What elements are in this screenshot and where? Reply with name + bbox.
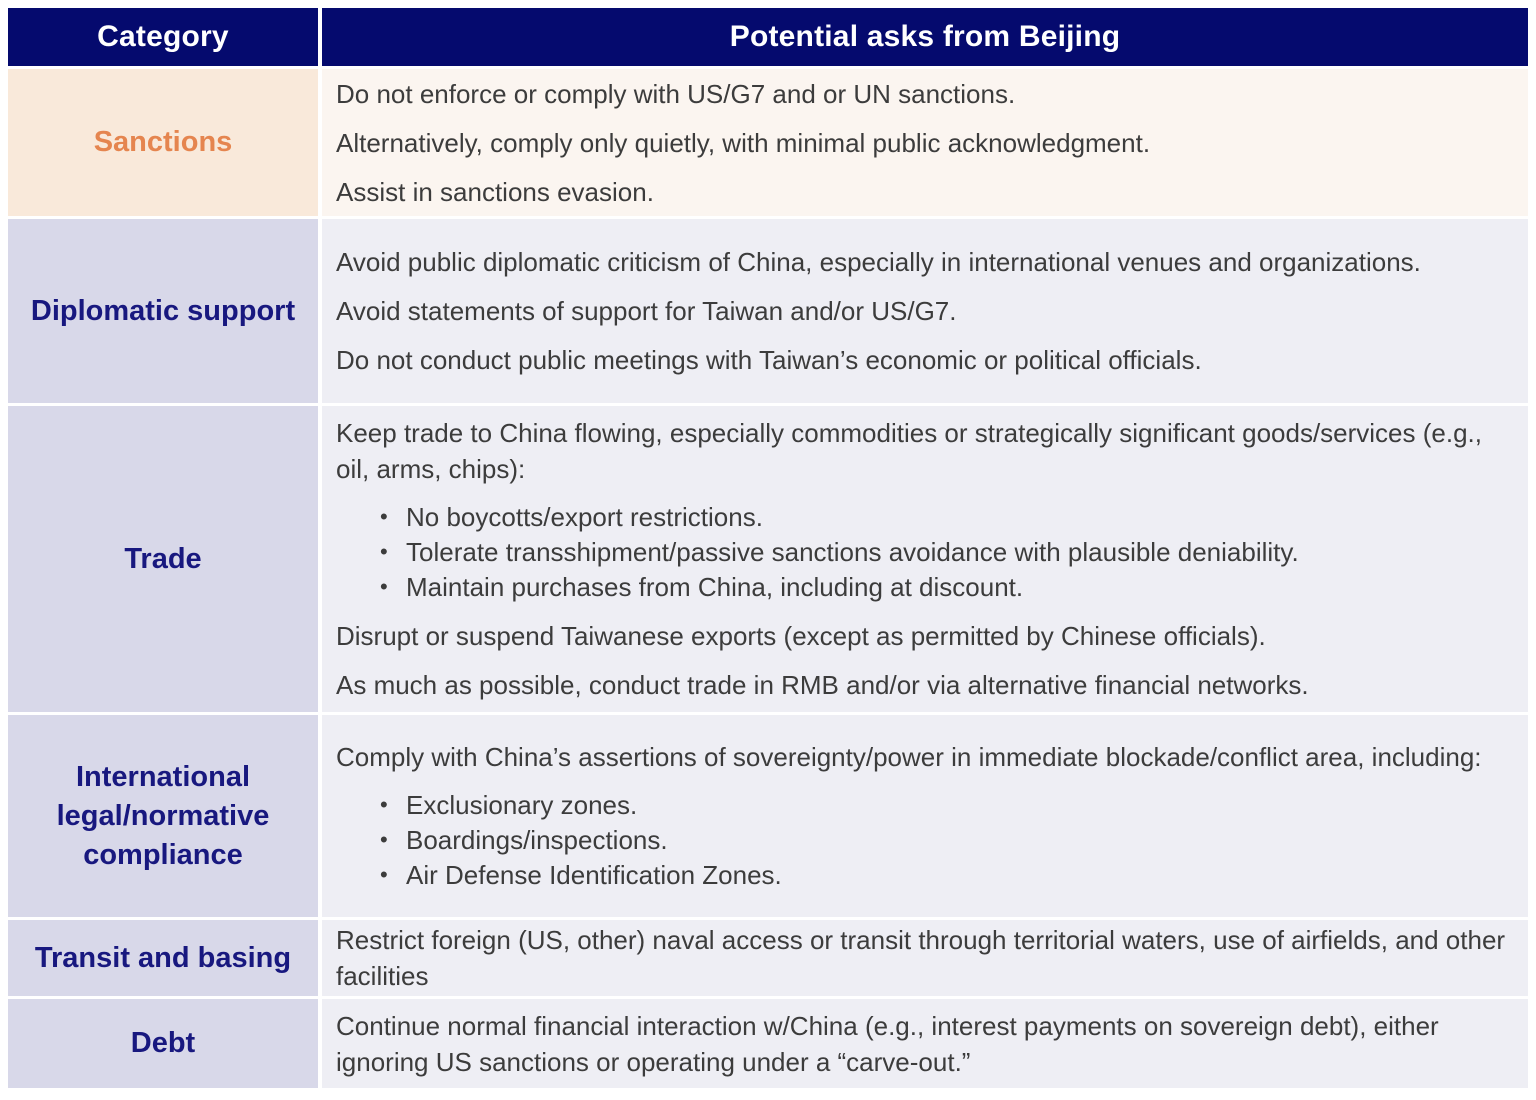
header-potential-asks: Potential asks from Beijing: [322, 8, 1528, 66]
category-label: Sanctions: [93, 126, 233, 158]
ask-paragraph: Continue normal financial interaction w/China (e.g., interest payments on sovereign debt), either ignoring US sanctions or operating under a “carve-out.”: [336, 1010, 1439, 1077]
ask-paragraph: Comply with China’s assertions of sovereignty/power in immediate blockade/conflict area, including:: [336, 742, 1482, 772]
ask-bullet-item: • Boardings/inspections.: [406, 823, 1508, 858]
ask-paragraph: Do not conduct public meetings with Taiwan’s economic or political officials.: [336, 345, 1202, 375]
ask-bullet-item: • Air Defense Identification Zones.: [406, 858, 1508, 893]
category-cell-debt: [8, 999, 318, 1088]
category-cell-international-legal-normative-compliance: [8, 715, 318, 917]
category-cell-transit-and-basing: [8, 920, 318, 996]
category-cell-trade: [8, 406, 318, 712]
ask-paragraph: Keep trade to China flowing, especially commodities or strategically significant goods/services (e.g., oil, arms, chips):: [336, 418, 1482, 484]
header-category: Category: [8, 8, 318, 66]
ask-bullet-item: • Tolerate transshipment/passive sanctions avoidance with plausible deniability.: [406, 535, 1508, 570]
ask-bullet-item: • No boycotts/export restrictions.: [406, 500, 1508, 535]
asks-cell-sanctions: [322, 69, 1528, 216]
page: [8, 8, 1528, 1088]
ask-paragraph: Avoid statements of support for Taiwan and/or US/G7.: [336, 296, 957, 326]
ask-paragraph: As much as possible, conduct trade in RMB and/or via alternative financial networks.: [336, 670, 1309, 700]
ask-paragraph: Restrict foreign (US, other) naval access or transit through territorial waters, use of airfields, and other facilities: [336, 925, 1506, 991]
ask-bullet-list: [336, 500, 1508, 605]
ask-paragraph: Assist in sanctions evasion.: [336, 176, 654, 207]
asks-cell-debt: [322, 999, 1528, 1088]
ask-bullet-item: • Exclusionary zones.: [406, 788, 1508, 823]
category-label: International legal/normative compliance: [56, 760, 270, 871]
category-label: Debt: [130, 1027, 196, 1059]
asks-cell-trade: [322, 406, 1528, 712]
ask-paragraph: Alternatively, comply only quietly, with minimal public acknowledgment.: [336, 127, 1151, 158]
ask-paragraph: Do not enforce or comply with US/G7 and or UN sanctions.: [336, 78, 1016, 109]
asks-cell-international-legal-normative-compliance: [322, 715, 1528, 917]
category-cell-diplomatic-support: [8, 219, 318, 403]
ask-bullet-list: [336, 788, 1508, 893]
ask-paragraph: Avoid public diplomatic criticism of China, especially in international venues and organizations.: [336, 247, 1421, 277]
asks-cell-transit-and-basing: [322, 920, 1528, 996]
category-cell-sanctions: [8, 69, 318, 216]
category-label: Diplomatic support: [30, 294, 296, 327]
ask-paragraph: Disrupt or suspend Taiwanese exports (except as permitted by Chinese officials).: [336, 621, 1266, 651]
asks-table: [8, 8, 1528, 1088]
ask-bullet-item: • Maintain purchases from China, including at discount.: [406, 570, 1508, 605]
category-label: Transit and basing: [34, 941, 292, 974]
category-label: Trade: [124, 542, 202, 575]
asks-cell-diplomatic-support: [322, 219, 1528, 403]
